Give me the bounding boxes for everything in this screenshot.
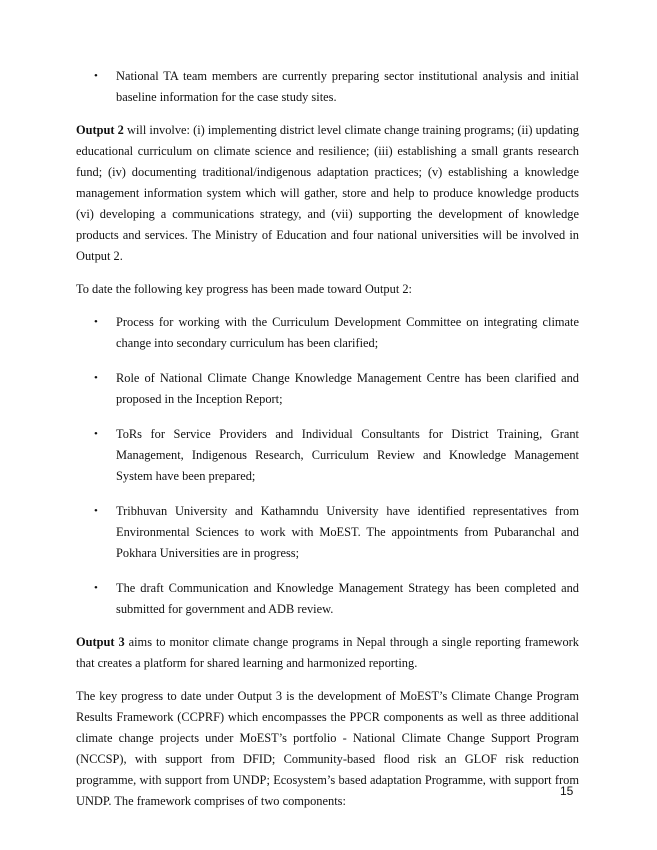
bullet-text: National TA team members are currently preparing sector institutional analysis and initial baseline information for the case study sites. — [116, 69, 579, 104]
list-item — [76, 501, 579, 564]
bullet-text: Role of National Climate Change Knowledge Management Centre has been clarified and proposed in the Inception Report; — [116, 371, 579, 406]
output2-label: Output 2 — [76, 123, 124, 137]
final-paragraph: The key progress to date under Output 3 is the development of MoEST’s Climate Change Program Results Framework (CCPRF) which encompasses the PPCR components as well as three additional climate change projects under MoEST’s portfolio - National Climate Change Support Program (NCCSP), with support from DFID; Community-based flood risk an GLOF risk reduction programme, with support from UNDP; Ecosystem’s based adaptation Programme, with support from UNDP. The framework comprises of two components: — [76, 689, 579, 808]
bullet-text: Tribhuvan University and Kathamndu University have identified representatives from Environmental Sciences to work with MoEST. The appointments from Pubaranchal and Pokhara Universities are in progress; — [116, 504, 579, 560]
bullet-text: Process for working with the Curriculum Development Committee on integrating climate change into secondary curriculum has been clarified; — [116, 315, 579, 350]
list-item — [76, 66, 579, 108]
bullet-icon: • — [94, 505, 98, 517]
output3-text: aims to monitor climate change programs in Nepal through a single reporting framework that creates a platform for shared learning and harmonized reporting. — [76, 635, 579, 670]
bullet-icon: • — [94, 372, 98, 384]
top-bullet-list — [76, 66, 579, 108]
list-item — [76, 312, 579, 354]
bullet-text: The draft Communication and Knowledge Management Strategy has been completed and submitted for government and ADB review. — [116, 581, 579, 616]
page-content — [76, 66, 579, 812]
bullet-icon: • — [94, 316, 98, 328]
bullet-text: ToRs for Service Providers and Individual Consultants for District Training, Grant Management, Indigenous Research, Curriculum Review and Knowledge Management System have been prepared; — [116, 427, 579, 483]
output3-paragraph — [76, 632, 579, 674]
progress-intro: To date the following key progress has been made toward Output 2: — [76, 282, 413, 296]
output2-text: will involve: (i) implementing district level climate change training programs; (ii) updating educational curriculum on climate science and resilience; (iii) establishing a small grants research fund; (iv) documenting traditional/indigenous adaptation practices; (v) establishing a knowledge management information system which will gather, store and help to produce knowledge products (vi) developing a communications strategy, and (vii) supporting the development of knowledge products and services. The Ministry of Education and four national universities will be involved in Output 2. — [76, 123, 579, 263]
output3-label: Output 3 — [76, 635, 125, 649]
list-item — [76, 424, 579, 487]
list-item — [76, 578, 579, 620]
list-item — [76, 368, 579, 410]
bullet-icon: • — [94, 70, 98, 82]
progress-bullet-list — [76, 312, 579, 620]
bullet-icon: • — [94, 582, 98, 594]
page-number: 15 — [560, 784, 574, 798]
output2-paragraph — [76, 120, 579, 267]
bullet-icon: • — [94, 428, 98, 440]
